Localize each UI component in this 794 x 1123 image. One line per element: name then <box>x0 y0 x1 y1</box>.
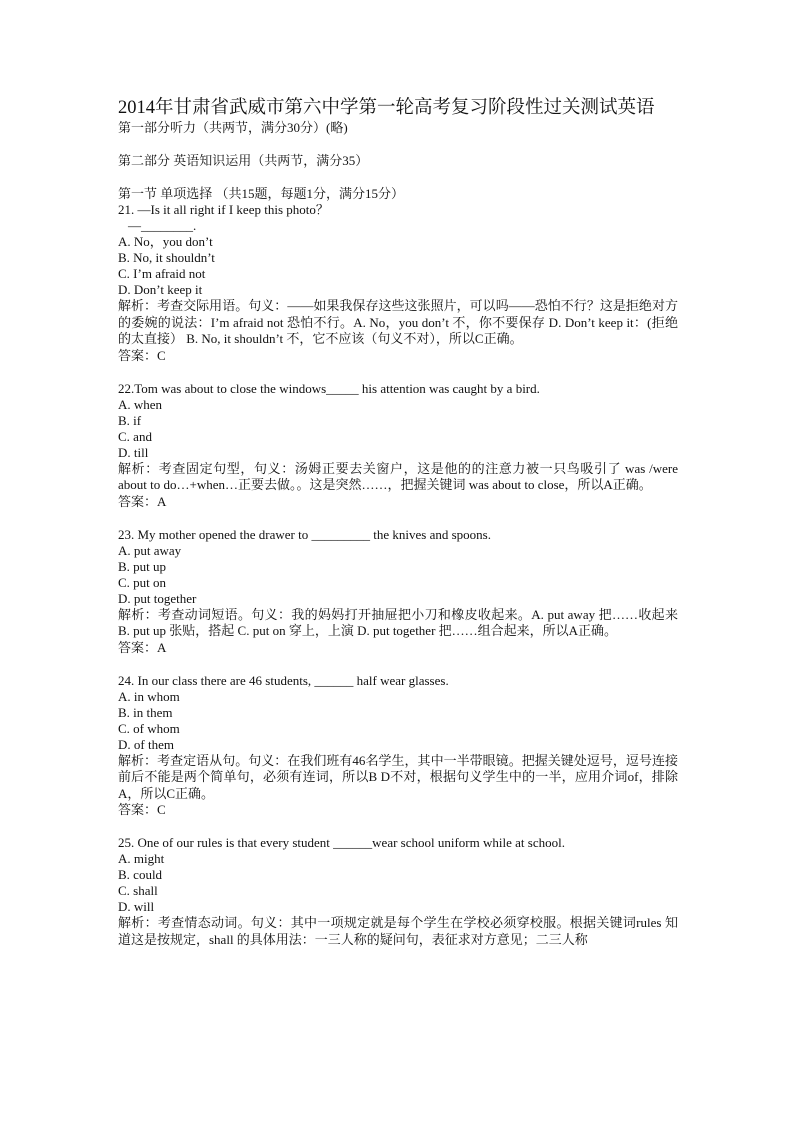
option-a: A. when <box>118 396 163 412</box>
question-stem: 21. —Is it all right if I keep this photo？ <box>118 202 329 217</box>
spacer <box>118 656 678 673</box>
question-23 <box>118 527 678 656</box>
spacer <box>118 364 678 381</box>
option-a: A. No，you don’t <box>118 234 213 249</box>
question-stem: 22.Tom was about to close the windows_____ his attention was caught by a bird. <box>118 380 540 396</box>
analysis-text: 解析：考查定语从句。句义：在我们班有46名学生，其中一半带眼镜。把握关键处逗号，逗号连接前后不能是两个简单句，必须有连词，所以B D不对，根据句义学生中的一半，应用介词of，排除A，所以C正确。 <box>118 752 678 801</box>
question-22 <box>118 381 678 510</box>
question-21 <box>118 202 678 364</box>
option-d: D. till <box>118 444 149 460</box>
answer-text: 答案：C <box>118 347 166 363</box>
spacer <box>118 510 678 527</box>
option-b: B. could <box>118 867 163 882</box>
document-title: 2014年甘肃省武威市第六中学第一轮高考复习阶段性过关测试英语 <box>118 98 655 118</box>
document-page <box>118 96 678 948</box>
spacer <box>118 169 678 186</box>
answer-text: 答案：A <box>118 493 167 509</box>
section1-heading: 第一节 单项选择 （共15题，每题1分，满分15分） <box>118 186 405 201</box>
answer-text: 答案：A <box>118 639 167 655</box>
analysis-text: 解析：考查动词短语。句义：我的妈妈打开抽屉把小刀和橡皮收起来。A. put away 把……收起来 B. put up 张贴，搭起 C. put on 穿上，上演 D. put together 把……组合起来，所以A正确。 <box>118 606 678 638</box>
option-c: C. shall <box>118 883 158 898</box>
analysis-text: 解析：考查情态动词。句义：其中一项规定就是每个学生在学校必须穿校服。根据关键词rules 知道这是按规定，shall 的具体用法：一三人称的疑问句，表征求对方意见；二三人称 <box>118 915 678 947</box>
option-b: B. put up <box>118 558 167 574</box>
option-d: D. Don’t keep it <box>118 282 203 297</box>
question-stem-response: —________. <box>128 218 197 233</box>
option-c: C. I’m afraid not <box>118 266 206 281</box>
question-stem: 25. One of our rules is that every student ______wear school uniform while at school. <box>118 835 565 850</box>
part1-heading: 第一部分听力（共两节，满分30分）(略) <box>118 120 348 135</box>
spacer <box>118 136 678 153</box>
spacer <box>118 818 678 835</box>
option-a: A. in whom <box>118 688 180 704</box>
option-c: C. put on <box>118 574 167 590</box>
analysis-text: 解析：考查固定句型，句义：汤姆正要去关窗户，这是他的的注意力被一只鸟吸引了 was /were about to do…+when…正要去做。。这是突然……，把握关键词 was about to close，所以A正确。 <box>118 460 678 492</box>
option-a: A. might <box>118 851 165 866</box>
option-b: B. if <box>118 412 142 428</box>
question-stem: 24. In our class there are 46 students, ______ half wear glasses. <box>118 672 449 688</box>
question-24 <box>118 673 678 819</box>
option-a: A. put away <box>118 542 182 558</box>
question-stem: 23. My mother opened the drawer to _________ the knives and spoons. <box>118 526 491 542</box>
question-25 <box>118 835 678 948</box>
answer-text: 答案：C <box>118 802 166 817</box>
option-b: B. No, it shouldn’t <box>118 250 215 265</box>
option-d: D. of them <box>118 736 174 752</box>
option-c: C. and <box>118 428 152 444</box>
option-b: B. in them <box>118 704 173 720</box>
option-d: D. put together <box>118 590 197 606</box>
option-d: D. will <box>118 899 155 914</box>
analysis-text: 解析：考查交际用语。句义：——如果我保存这些这张照片，可以吗——恐怕不行？这是拒绝对方的委婉的说法：I’m afraid not 恐怕不行。A. No，you don’t 不，你不要保存 D. Don’t keep it：(拒绝的太直接） B. No, it shouldn’t 不，它不应该（句义不对），所以C正确。 <box>118 298 678 346</box>
option-c: C. of whom <box>118 720 180 736</box>
part2-heading: 第二部分 英语知识运用（共两节，满分35） <box>118 153 369 168</box>
